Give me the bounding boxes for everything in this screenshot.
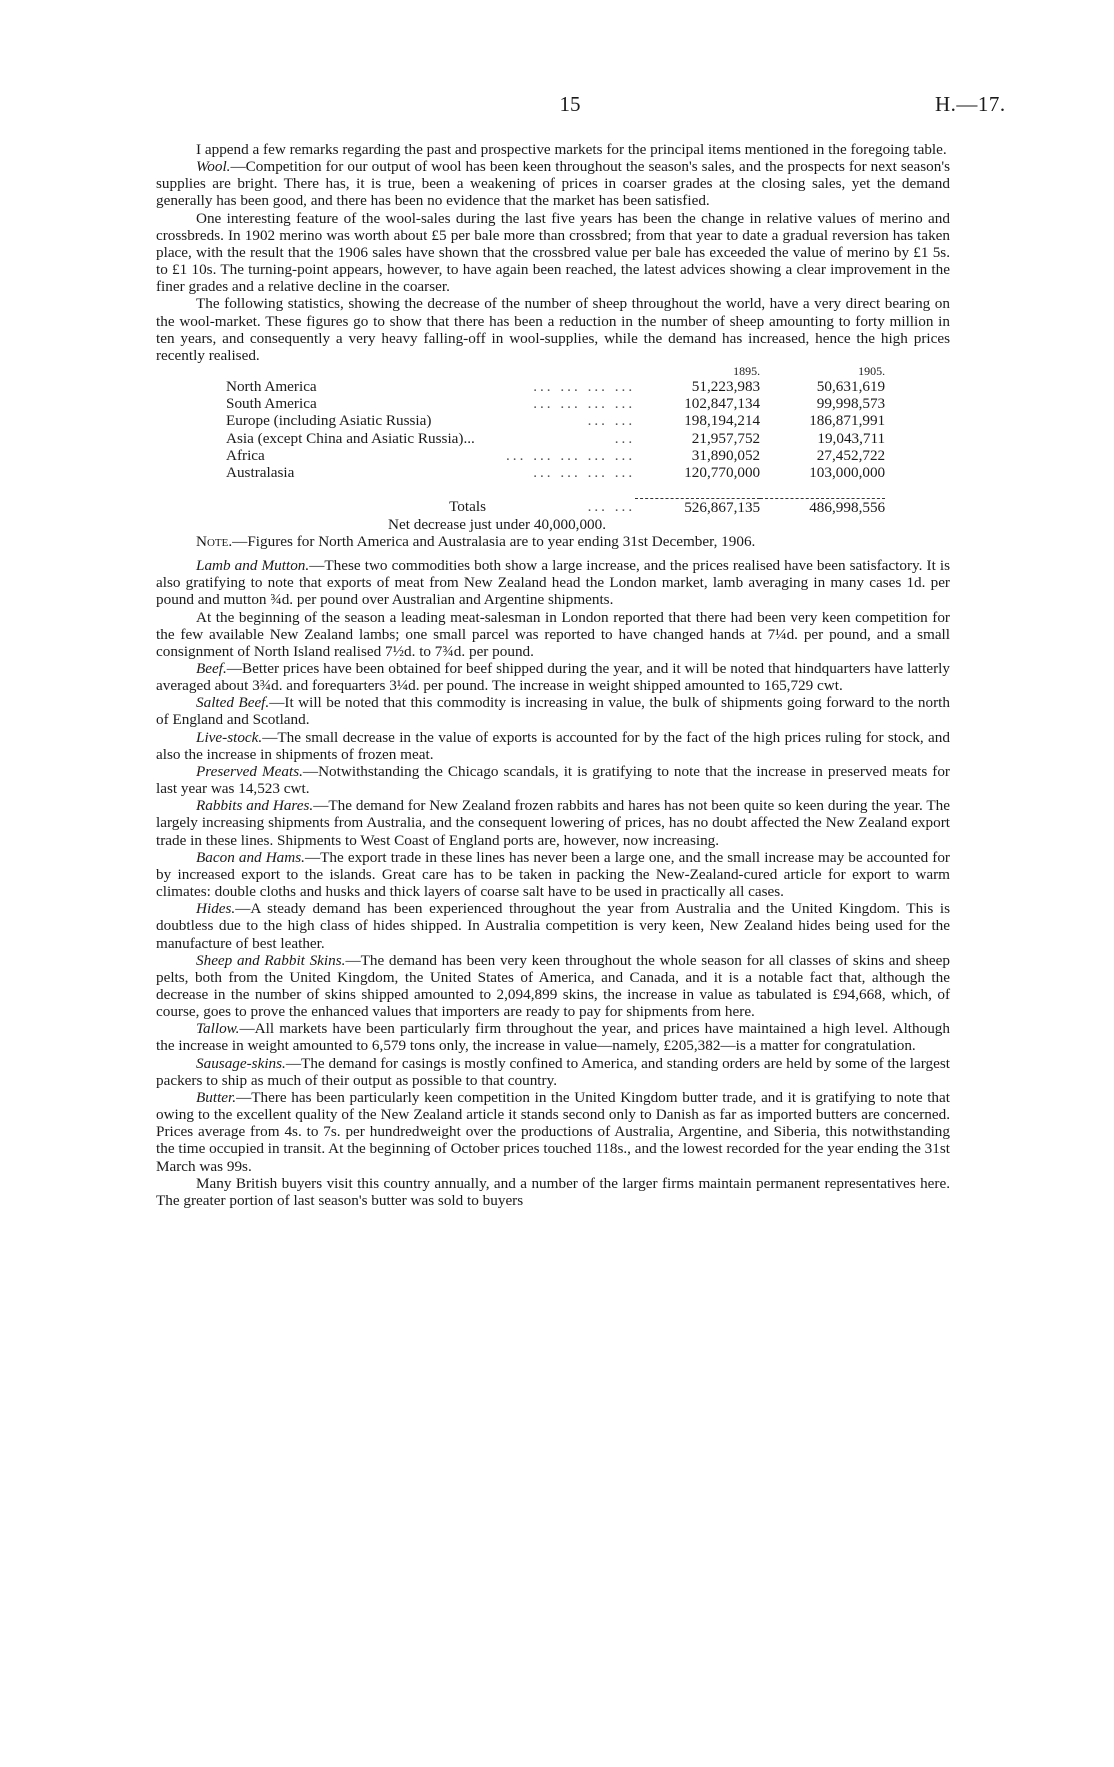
page-number: 15 (559, 92, 581, 116)
wool-paragraph-3: The following statistics, showing the decrease of the number of sheep throughout the world, have a very direct bearing on the wool-market. These figures go to show that there has been a reduction in the number of sheep amounting to forty million in ten years, and consequently a very heavy falling-off in wool-supplies, while the demand has increased, hence the high prices recently realised. (156, 295, 950, 364)
leader-dots: ... ... ... ... (533, 395, 636, 413)
region-name: South America (226, 395, 317, 413)
value-1895: 51,223,983 (691, 378, 761, 396)
leader-dots: ... (614, 429, 636, 447)
preserved-meats-heading: Preserved Meats. (196, 762, 303, 780)
note-label: Note. (196, 532, 233, 550)
skins-heading: Sheep and Rabbit Skins. (196, 951, 346, 969)
tallow-paragraph (156, 1020, 950, 1054)
live-stock-text: —The small decrease in the value of exports is accounted for by the fact of the high prices ruling for stock, and also the increase in shipments of frozen meat. (156, 728, 950, 763)
column-header-1905: 1905. (858, 364, 886, 379)
live-stock-paragraph (156, 729, 950, 763)
preserved-meats-text: —Notwithstanding the Chicago scandals, it is gratifying to note that the increase in preserved meats for last year was 14,523 cwt. (156, 762, 950, 798)
table-row (226, 464, 885, 481)
salted-beef-text: —It will be noted that this commodity is increasing in value, the bulk of shipments going forward to the north of England and Scotland. (156, 694, 950, 729)
table-row (226, 430, 885, 447)
rabbits-heading: Rabbits and Hares. (196, 797, 314, 815)
leader-dots: ... ... (587, 498, 636, 516)
wool-paragraph (156, 158, 950, 209)
skins-paragraph (156, 952, 950, 1021)
lamb-paragraph (156, 557, 950, 608)
bacon-heading: Bacon and Hams. (196, 848, 305, 866)
leader-dots: ... ... ... ... (533, 378, 636, 396)
totals-label: Totals (449, 498, 486, 516)
table-header-row (226, 364, 885, 378)
hides-paragraph (156, 900, 950, 951)
lamb-heading: Lamb and Mutton. (196, 557, 310, 575)
value-1905: 186,871,991 (809, 412, 886, 430)
region-name: Africa (226, 446, 265, 464)
page-code: H.—17. (935, 92, 1006, 116)
beef-heading: Beef. (196, 660, 227, 678)
butter-paragraph (156, 1089, 950, 1175)
column-header-1895: 1895. (733, 364, 761, 379)
value-1895: 198,194,214 (684, 412, 761, 430)
leader-dots: ... ... (587, 412, 636, 430)
total-1905: 486,998,556 (809, 498, 886, 516)
value-1905: 19,043,711 (817, 429, 886, 447)
sheep-statistics-table (226, 364, 885, 516)
region-name: Europe (including Asiatic Russia) (226, 412, 432, 430)
table-row (226, 447, 885, 464)
table-row (226, 378, 885, 395)
tallow-text: —All markets have been particularly firm throughout the year, and prices have maintained a high level. Although the increase in weight amounted to 6,579 tons only, the increase in value—namely, £205,382—is a matter for congratulation. (156, 1020, 950, 1055)
rabbits-paragraph (156, 797, 950, 848)
value-1895: 21,957,752 (691, 429, 761, 447)
total-1895: 526,867,135 (684, 498, 761, 516)
butter-paragraph-2: Many British buyers visit this country annually, and a number of the larger firms maintain permanent representatives here. The greater portion of last season's butter was sold to buyers (156, 1174, 950, 1209)
hides-heading: Hides. (196, 900, 236, 918)
sausage-skins-heading: Sausage-skins. (196, 1054, 286, 1072)
region-name: North America (226, 378, 317, 396)
butter-heading: Butter. (196, 1088, 237, 1106)
lamb-paragraph-2: At the beginning of the season a leading meat-salesman in London reported that there had been very keen competition for the few available New Zealand lambs; one small parcel was reported to have changed hands at 7¼d. per pound, and a small consignment of North Island realised 7½d. to 7¾d. per pound. (156, 608, 950, 660)
value-1895: 102,847,134 (684, 395, 761, 413)
salted-beef-paragraph (156, 694, 950, 728)
wool-paragraph-2: One interesting feature of the wool-sales during the last five years has been the change in relative values of merino and crossbreds. In 1902 merino was worth about £5 per bale more than crossbred; from that year to date a gradual reversion has taken place, with the result that the 1906 sales have shown that the crossbred value per bale has exceeded the value of merino by £1 5s. to £1 10s. The turning-point appears, however, to have again been reached, the latest advices showing a clear improvement in the finer grades and a relative decline in the coarser. (156, 209, 950, 296)
value-1905: 99,998,573 (816, 395, 886, 413)
leader-dots: ... ... ... ... ... (506, 446, 636, 464)
butter-text: —There has been particularly keen competition in the United Kingdom butter trade, and it is gratifying to note that owing to the excellent quality of the New Zealand article it stands second only to Danish as far as imported butters are concerned. Prices average from 4s. to 7s. per hundredweight over the productions of Australia, Argentine, and Siberia, this notwithstanding the time occupied in transit. At the beginning of October prices touched 118s., and the lowest recorded for the year ending the 31st March was 99s. (156, 1088, 950, 1175)
value-1905: 50,631,619 (816, 378, 886, 396)
totals-row (226, 498, 885, 516)
value-1905: 103,000,000 (809, 463, 886, 481)
tallow-heading: Tallow. (196, 1020, 240, 1038)
skins-text: —The demand has been very keen throughout the whole season for all classes of skins and sheep pelts, both from the United Kingdom, the United States of America, and Canada, and it is a notable fact that, although the decrease in the number of skins shipped amounted to 2,094,899 skins, the increase in value as tabulated is £94,668, which, of course, goes to prove the enhanced values that importers are ready to pay for shipments from here. (156, 951, 950, 1021)
salted-beef-heading: Salted Beef. (196, 694, 270, 712)
wool-text: —Competition for our output of wool has been keen throughout the season's sales, and the prospects for next season's supplies are bright. There has, it is true, been a weakening of prices in coarser grades at the closing sales, yet the demand generally has been good, and there has been no evidence that the market has been satisfied. (156, 158, 950, 210)
region-name: Australasia (226, 463, 295, 481)
beef-paragraph (156, 660, 950, 694)
net-decrease: Net decrease just under 40,000,000. (388, 515, 607, 533)
bacon-paragraph (156, 849, 950, 900)
body-text (156, 141, 950, 1209)
rabbits-text: —The demand for New Zealand frozen rabbits and hares has not been quite so keen during the year. The largely increasing shipments from Australia, and the consequent lowering of prices, has no doubt affected the New Zealand export trade in these lines. Shipments to West Coast of England ports are, however, now increasing. (156, 797, 950, 849)
lamb-text: —These two commodities both show a large increase, and the prices realised have been satisfactory. It is also gratifying to note that exports of meat from New Zealand head the London market, lamb averaging in many cases 1d. per pound and mutton ¾d. per pound over Australian and Argentine shipments. (156, 557, 950, 609)
table-rule (226, 481, 885, 498)
live-stock-heading: Live-stock. (196, 728, 263, 746)
note-text: —Figures for North America and Australasia are to year ending 31st December, 1906. (232, 532, 756, 550)
bacon-text: —The export trade in these lines has never been a large one, and the small increase may be accounted for by increased export to the islands. Great care has to be taken in packing the New-Zealand-cured article for export to warm climates: double cloths and husks and thick layers of coarse salt have to be used in practically all cases. (156, 848, 950, 901)
wool-heading: Wool. (196, 158, 231, 176)
sausage-skins-text: —The demand for casings is mostly confined to America, and standing orders are held by some of the largest packers to ship as much of their output as possible to that country. (156, 1054, 950, 1089)
table-row (226, 395, 885, 412)
value-1905: 27,452,722 (816, 446, 886, 464)
region-name: Asia (except China and Asiatic Russia)... (226, 429, 475, 447)
sausage-skins-paragraph (156, 1055, 950, 1089)
leader-dots: ... ... ... ... (533, 463, 636, 481)
value-1895: 31,890,052 (691, 446, 761, 464)
table-row (226, 412, 885, 429)
value-1895: 120,770,000 (684, 463, 761, 481)
note-paragraph (156, 533, 950, 550)
hides-text: —A steady demand has been experienced throughout the year from Australia and the United Kingdom. This is doubtless due to the high class of hides shipped. In Australia competition is very keen, New Zealand hides being used for the manufacture of best leather. (156, 900, 950, 952)
beef-text: —Better prices have been obtained for beef shipped during the year, and it will be noted that hindquarters have latterly averaged about 3¾d. and forequarters 3¼d. per pound. The increase in weight shipped amounted to 165,729 cwt. (156, 660, 950, 695)
intro-paragraph: I append a few remarks regarding the past and prospective markets for the principal items mentioned in the foregoing table. (196, 141, 947, 158)
preserved-meats-paragraph (156, 763, 950, 797)
